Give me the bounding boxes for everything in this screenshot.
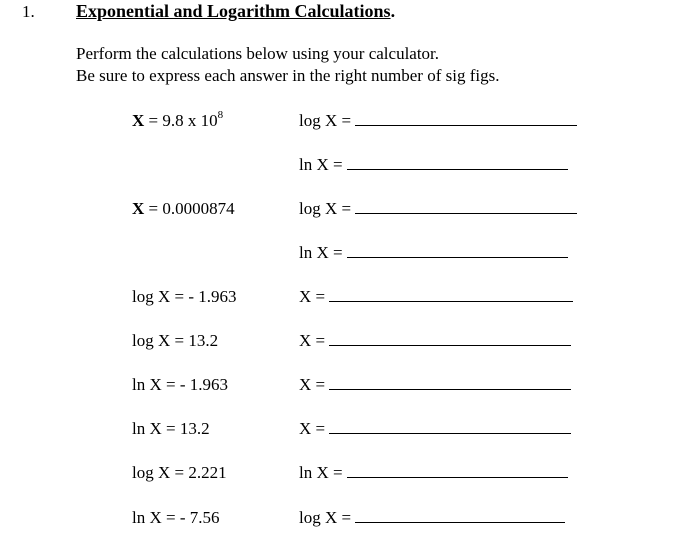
answer-blank[interactable]: [329, 331, 571, 346]
answer-label: ln X =: [299, 243, 343, 262]
problem-number: 1.: [22, 2, 35, 21]
answer-label: X =: [299, 331, 326, 350]
given-expression: log X = 13.2: [132, 331, 219, 350]
answer-label: X =: [299, 287, 326, 306]
answer-blank[interactable]: [329, 419, 571, 434]
answer-blank[interactable]: [355, 199, 577, 214]
given-expression: log X = 2.221: [132, 463, 227, 482]
answer-label: ln X =: [299, 155, 343, 174]
given-expression: [132, 199, 235, 219]
given-expression: log X = - 1.963: [132, 287, 237, 306]
answer-line: [299, 419, 571, 439]
given-variable: X: [132, 199, 145, 218]
answer-label: log X =: [299, 111, 352, 130]
problem-title: [76, 1, 395, 22]
instruction-line-1: Perform the calculations below using your calculator.: [76, 44, 440, 63]
problem-title-text: Exponential and Logarithm Calculations: [76, 1, 391, 21]
given-variable: X: [132, 111, 145, 130]
answer-blank[interactable]: [329, 375, 571, 390]
answer-line: [299, 375, 571, 395]
given-expression: ln X = - 1.963: [132, 375, 228, 394]
answer-line: [299, 199, 577, 219]
answer-line: [299, 508, 565, 528]
problem-title-period: .: [390, 1, 396, 21]
answer-label: log X =: [299, 199, 352, 218]
answer-line: [299, 111, 577, 131]
answer-line: [299, 463, 568, 483]
answer-label: ln X =: [299, 463, 343, 482]
answer-blank[interactable]: [329, 287, 573, 302]
answer-line: [299, 287, 573, 307]
given-expression: ln X = - 7.56: [132, 508, 220, 527]
answer-label: X =: [299, 375, 326, 394]
given-exponent: 8: [217, 109, 224, 121]
answer-label: X =: [299, 419, 326, 438]
answer-blank[interactable]: [355, 111, 577, 126]
given-expression: ln X = 13.2: [132, 419, 210, 438]
answer-blank[interactable]: [347, 243, 568, 258]
answer-line: [299, 331, 571, 351]
answer-blank[interactable]: [355, 508, 565, 523]
given-value: = 0.0000874: [144, 199, 235, 218]
answer-blank[interactable]: [347, 155, 568, 170]
answer-label: log X =: [299, 508, 352, 527]
instruction-line-2: Be sure to express each answer in the right number of sig figs.: [76, 66, 500, 85]
given-value: = 9.8 x 10: [144, 111, 218, 130]
answer-line: [299, 155, 568, 175]
answer-blank[interactable]: [347, 463, 568, 478]
answer-line: [299, 243, 568, 263]
given-expression: [132, 111, 223, 131]
